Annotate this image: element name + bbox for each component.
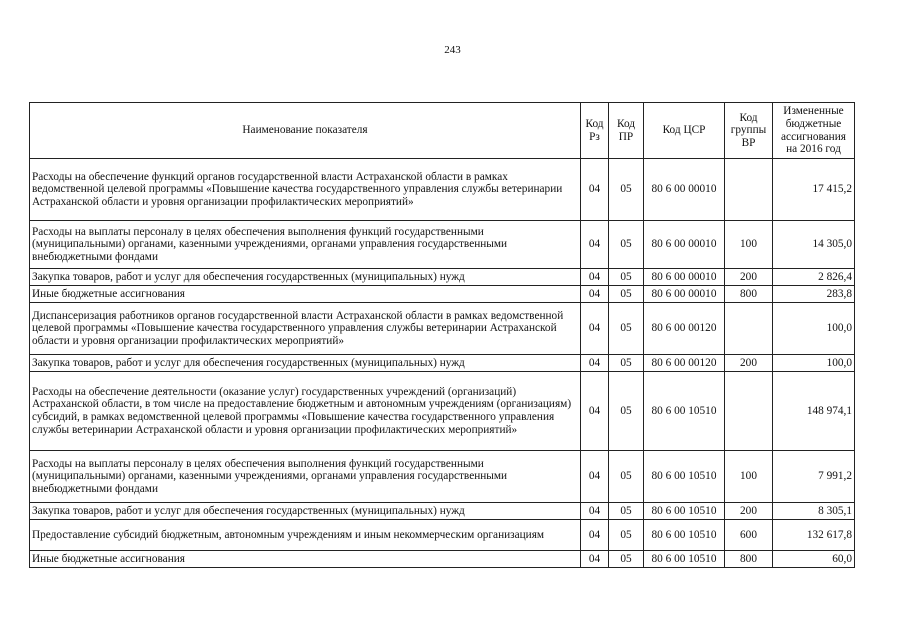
row-vr: 200 <box>725 503 773 520</box>
row-pr: 05 <box>609 551 644 568</box>
table-body <box>30 159 855 568</box>
row-pr: 05 <box>609 451 644 503</box>
row-rz: 04 <box>581 503 609 520</box>
table-row <box>30 269 855 286</box>
row-vr: 800 <box>725 286 773 303</box>
table-row <box>30 551 855 568</box>
row-pr: 05 <box>609 303 644 355</box>
row-rz: 04 <box>581 286 609 303</box>
row-name: Закупка товаров, работ и услуг для обеспечения государственных (муниципальных) нужд <box>30 503 581 520</box>
table-row <box>30 221 855 269</box>
table-row <box>30 286 855 303</box>
row-sum: 100,0 <box>773 303 855 355</box>
header-name: Наименование показателя <box>30 103 581 159</box>
header-csr: Код ЦСР <box>644 103 725 159</box>
row-pr: 05 <box>609 355 644 372</box>
row-sum: 14 305,0 <box>773 221 855 269</box>
row-csr: 80 6 00 10510 <box>644 451 725 503</box>
row-sum: 148 974,1 <box>773 372 855 451</box>
row-rz: 04 <box>581 269 609 286</box>
row-rz: 04 <box>581 372 609 451</box>
table-row <box>30 303 855 355</box>
row-csr: 80 6 00 00120 <box>644 355 725 372</box>
table-header-row <box>30 103 855 159</box>
row-pr: 05 <box>609 286 644 303</box>
row-name: Иные бюджетные ассигнования <box>30 286 581 303</box>
row-csr: 80 6 00 00120 <box>644 303 725 355</box>
row-pr: 05 <box>609 221 644 269</box>
row-csr: 80 6 00 00010 <box>644 221 725 269</box>
row-name: Закупка товаров, работ и услуг для обеспечения государственных (муниципальных) нужд <box>30 269 581 286</box>
budget-table <box>29 102 855 568</box>
row-sum: 17 415,2 <box>773 159 855 221</box>
row-sum: 132 617,8 <box>773 520 855 551</box>
row-vr: 200 <box>725 269 773 286</box>
row-pr: 05 <box>609 372 644 451</box>
row-rz: 04 <box>581 355 609 372</box>
row-csr: 80 6 00 00010 <box>644 269 725 286</box>
row-vr: 200 <box>725 355 773 372</box>
header-rz: Код Рз <box>581 103 609 159</box>
row-vr <box>725 303 773 355</box>
header-sum: Измененные бюджетные ассигнования на 2016 год <box>773 103 855 159</box>
row-vr: 100 <box>725 451 773 503</box>
row-csr: 80 6 00 10510 <box>644 372 725 451</box>
row-sum: 100,0 <box>773 355 855 372</box>
row-csr: 80 6 00 10510 <box>644 520 725 551</box>
row-pr: 05 <box>609 269 644 286</box>
row-sum: 283,8 <box>773 286 855 303</box>
row-sum: 7 991,2 <box>773 451 855 503</box>
row-rz: 04 <box>581 451 609 503</box>
row-name: Расходы на выплаты персоналу в целях обеспечения выполнения функций государственными (муниципальными) органами, казенными учреждениями, органами управления государственными внебюджетными фондами <box>30 451 581 503</box>
table-row <box>30 503 855 520</box>
row-sum: 60,0 <box>773 551 855 568</box>
row-vr: 800 <box>725 551 773 568</box>
row-pr: 05 <box>609 503 644 520</box>
row-name: Предоставление субсидий бюджетным, автономным учреждениям и иным некоммерческим организациям <box>30 520 581 551</box>
row-rz: 04 <box>581 551 609 568</box>
row-vr: 100 <box>725 221 773 269</box>
row-csr: 80 6 00 10510 <box>644 551 725 568</box>
row-name: Расходы на обеспечение деятельности (оказание услуг) государственных учреждений (организаций) Астраханской области, в том числе на предоставление бюджетным и автономным учреждениям (организациям) субсидий, в рамках ведомственной целевой программы «Повышение качества государственного управления службы ветеринарии Астраханской области и уровня организации профилактических мероприятий» <box>30 372 581 451</box>
row-name: Диспансеризация работников органов государственной власти Астраханской области в рамках ведомственной целевой программы «Повышение качества государственного управления службы ветеринарии Астраханской области и уровня организации профилактических мероприятий» <box>30 303 581 355</box>
row-name: Расходы на обеспечение функций органов государственной власти Астраханской области в рамках ведомственной целевой программы «Повышение качества государственного управления службы ветеринарии Астраханской области и уровня организации профилактических мероприятий» <box>30 159 581 221</box>
row-name: Иные бюджетные ассигнования <box>30 551 581 568</box>
row-rz: 04 <box>581 303 609 355</box>
table-row <box>30 159 855 221</box>
row-name: Закупка товаров, работ и услуг для обеспечения государственных (муниципальных) нужд <box>30 355 581 372</box>
header-vr: Код группы ВР <box>725 103 773 159</box>
row-csr: 80 6 00 00010 <box>644 286 725 303</box>
table-row <box>30 520 855 551</box>
row-pr: 05 <box>609 159 644 221</box>
row-rz: 04 <box>581 159 609 221</box>
row-csr: 80 6 00 10510 <box>644 503 725 520</box>
row-csr: 80 6 00 00010 <box>644 159 725 221</box>
page-number: 243 <box>444 44 461 56</box>
header-pr: Код ПР <box>609 103 644 159</box>
row-sum: 2 826,4 <box>773 269 855 286</box>
row-sum: 8 305,1 <box>773 503 855 520</box>
row-pr: 05 <box>609 520 644 551</box>
row-vr: 600 <box>725 520 773 551</box>
row-rz: 04 <box>581 221 609 269</box>
table-row <box>30 372 855 451</box>
row-rz: 04 <box>581 520 609 551</box>
row-vr <box>725 159 773 221</box>
table-row <box>30 451 855 503</box>
table-row <box>30 355 855 372</box>
row-name: Расходы на выплаты персоналу в целях обеспечения выполнения функций государственными (муниципальными) органами, казенными учреждениями, органами управления государственными внебюджетными фондами <box>30 221 581 269</box>
row-vr <box>725 372 773 451</box>
